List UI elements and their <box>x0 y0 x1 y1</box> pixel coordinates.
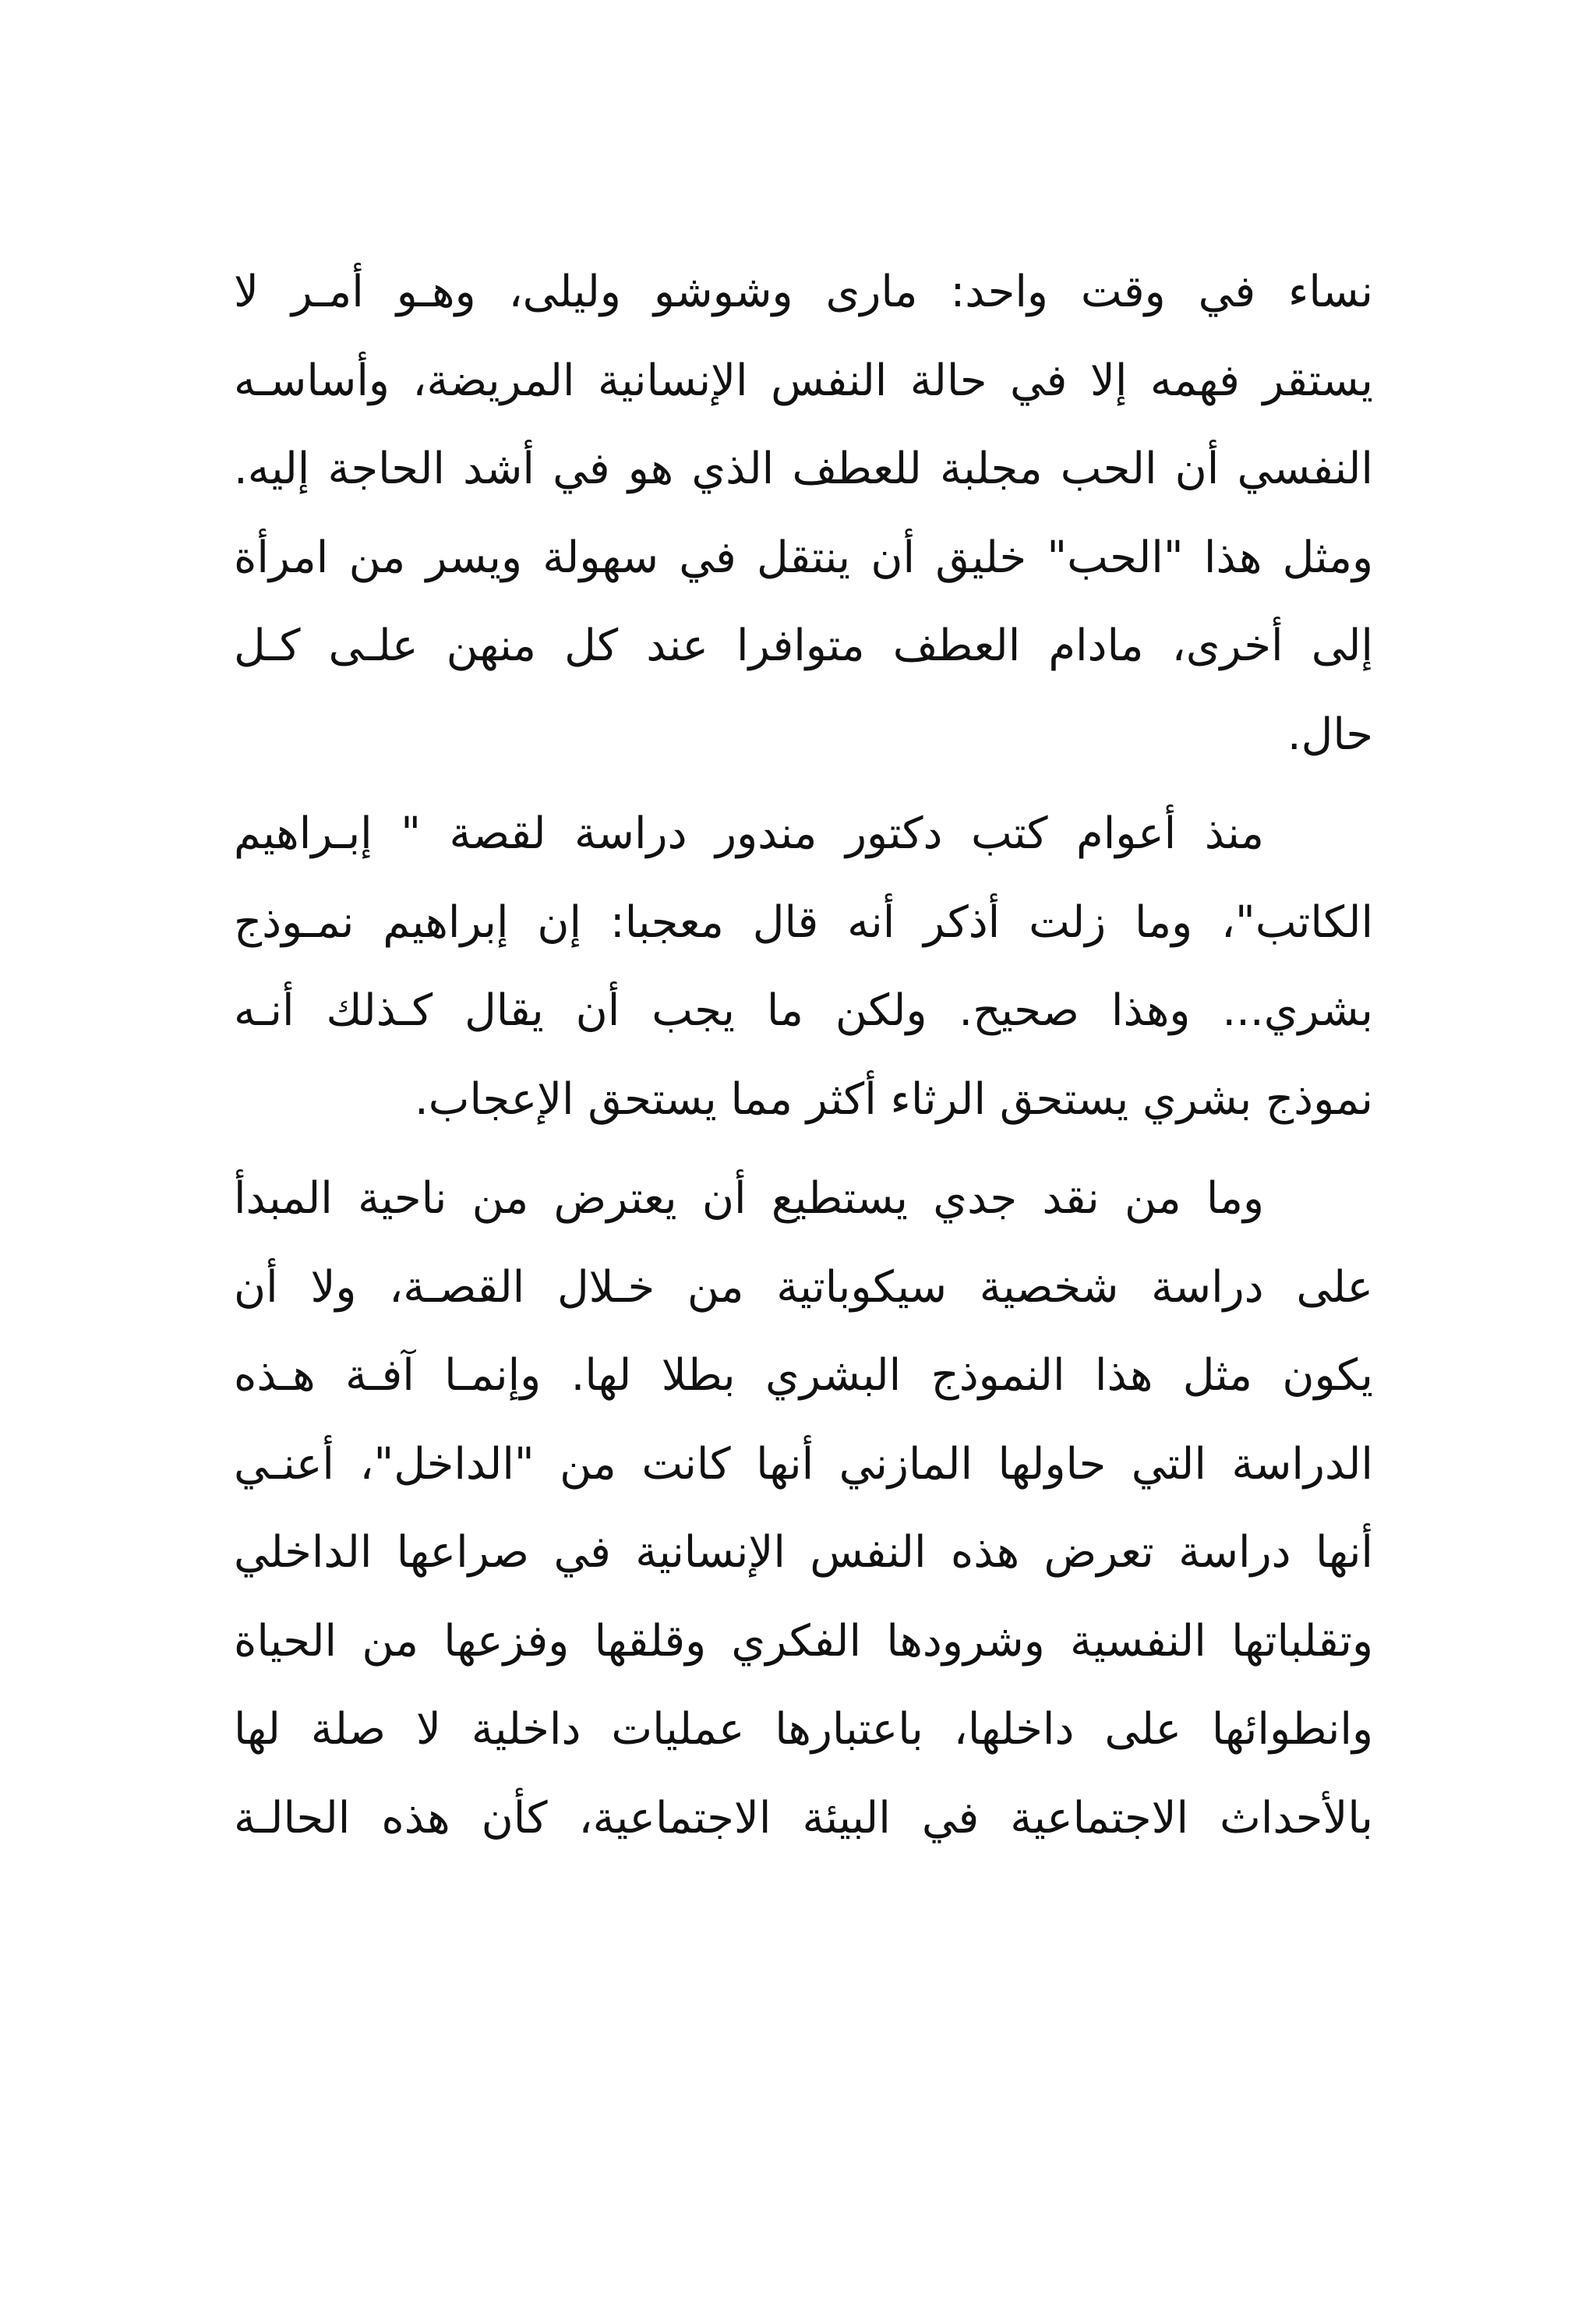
text-line: بشري... وهذا صحيح. ولكن ما يجب أن يقال كـذلك أنـه <box>234 985 1373 1036</box>
text-line: يكون مثل هذا النموذج البشري بطلا لها. وإنمـا آفـة هـذه <box>234 1350 1373 1401</box>
text-line: على دراسة شخصية سيكوباتية من خـلال القصـة، ولا أن <box>234 1261 1373 1313</box>
paragraph-1 <box>234 248 1373 779</box>
text-line: وانطوائها على داخلها، باعتبارها عمليات داخلية لا صلة لها <box>234 1704 1373 1755</box>
text-line: بالأحداث الاجتماعية في البيئة الاجتماعية، كأن هذه الحالـة <box>234 1792 1373 1844</box>
text-line: الكاتب"، وما زلت أذكر أنه قال معجبا: إن إبراهيم نمـوذج <box>234 896 1373 948</box>
text-line: منذ أعوام كتب دكتور مندور دراسة لقصة " إبـراهيم <box>234 808 1264 859</box>
paragraph-2 <box>234 790 1373 1144</box>
text-line: نساء في وقت واحد: مارى وشوشو وليلى، وهـو أمـر لا <box>234 267 1373 317</box>
paragraph-3 <box>234 1154 1373 1862</box>
body-text <box>234 248 1373 1862</box>
text-line: أنها دراسة تعرض هذه النفس الإنسانية في صراعها الداخلي <box>234 1527 1373 1578</box>
paragraph-spacer <box>234 779 1373 790</box>
text-line: وما من نقد جدي يستطيع أن يعترض من ناحية المبدأ <box>234 1173 1264 1224</box>
text-line: إلى أخرى، مادام العطف متوافرا عند كل منهن علـى كـل <box>234 620 1373 671</box>
text-line: النفسي أن الحب مجلبة للعطف الذي هو في أشد الحاجة إليه. <box>234 444 1373 494</box>
text-line: حال. <box>1287 709 1373 760</box>
text-line: وتقلباتها النفسية وشرودها الفكري وقلقها وفزعها من الحياة <box>234 1615 1373 1667</box>
text-line: ومثل هذا "الحب" خليق أن ينتقل في سهولة ويسر من امرأة <box>234 532 1373 583</box>
text-line: الدراسة التي حاولها المازني أنها كانت من "الداخل"، أعنـي <box>234 1438 1373 1490</box>
text-line: نموذج بشري يستحق الرثاء أكثر مما يستحق الإعجاب. <box>414 1073 1373 1125</box>
text-line: يستقر فهمه إلا في حالة النفس الإنسانية المريضة، وأساسـه <box>234 355 1373 406</box>
paragraph-spacer <box>234 1144 1373 1154</box>
